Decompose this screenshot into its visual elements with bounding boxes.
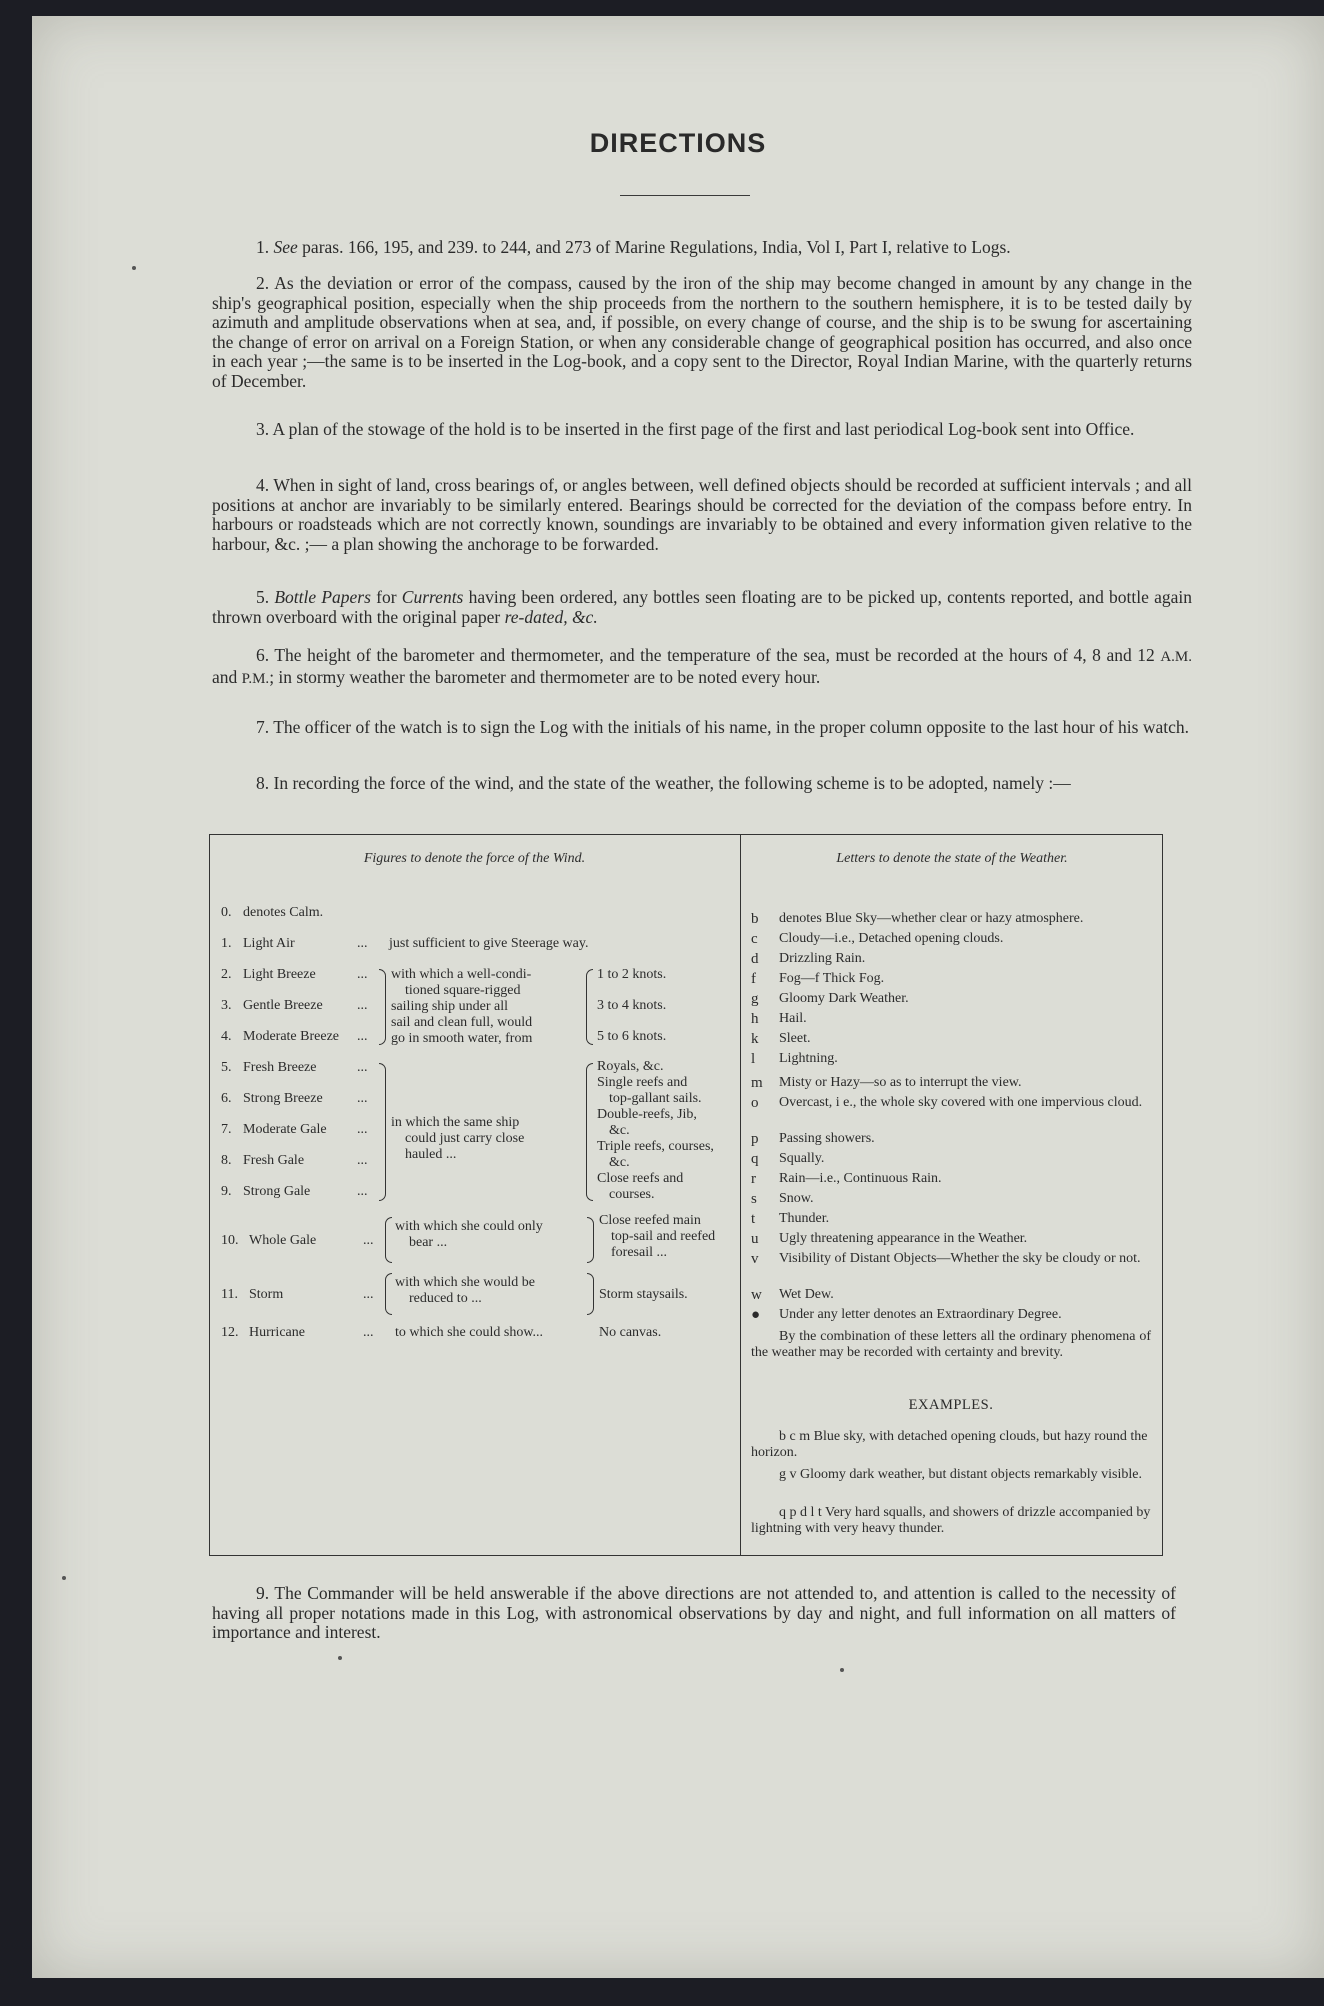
paper-speck <box>132 266 136 270</box>
sail-line: &c. <box>609 1123 630 1138</box>
weather-letter: h <box>751 1011 759 1027</box>
weather-desc: Drizzling Rain. <box>779 951 866 966</box>
wind-name: Hurricane <box>249 1325 305 1340</box>
paragraph-text-b: ; in stormy weather the barometer and thermometer are to be noted every hour. <box>269 666 821 687</box>
paragraph-number: 9. <box>256 1583 270 1603</box>
group2-sails <box>597 1059 739 1203</box>
paragraph-text: having been ordered, any bottles seen floating are to be picked up, contents reported, and bottle again thrown overboard with the original paper <box>212 587 1193 627</box>
table-left-border <box>209 835 210 1555</box>
weather-letter: b <box>751 911 759 927</box>
storm-line: with which she would be <box>395 1275 535 1290</box>
sail-line: courses. <box>609 1187 655 1202</box>
wind-number: 3. <box>221 998 232 1013</box>
paragraph-number: 1. <box>256 237 270 257</box>
weather-desc: Lightning. <box>779 1051 838 1066</box>
wind-column-heading: Figures to denote the force of the Wind. <box>363 851 586 866</box>
paragraph-6 <box>212 646 1192 689</box>
weather-desc: Visibility of Distant Objects—Whether the sky be cloudy or not. <box>779 1251 1141 1266</box>
wind-leader-dots: ... <box>357 1091 368 1106</box>
wind-name: Moderate Gale <box>243 1122 327 1137</box>
paragraph-text: As the deviation or error of the compass, caused by the iron of the ship may become changed in amount by any change in the ship's geographical position, especially when the ship proceeds from the northern to the southern hemisphere, it is to be tested daily by azimuth and amplitude observations when at sea, and, if possible, on every change of course, and the ship is to be swung for ascertaining the change of error on arrival on a Foreign Station, or when any considerable change of geographical position has occurred, and also once in each year ;—the same is to be inserted in the Log-book, and a copy sent to the Director, Royal Indian Marine, with the quarterly returns of December. <box>212 273 1192 391</box>
and-word: and <box>212 666 238 687</box>
weather-desc: Gloomy Dark Weather. <box>779 991 909 1006</box>
group1-line: go in smooth water, from <box>391 1031 533 1046</box>
left-brace <box>385 1217 392 1263</box>
hurricane-description: to which she could show... <box>395 1325 544 1340</box>
storm-sails: Storm staysails. <box>599 1287 688 1302</box>
wind-number: 8. <box>221 1153 232 1168</box>
sail-line: Close reefs and <box>597 1171 684 1186</box>
whole-gale-sail-line: foresail ... <box>611 1245 667 1260</box>
whole-gale-sail-line: top-sail and reefed <box>611 1229 716 1244</box>
wind-number: 1. <box>221 936 232 951</box>
weather-desc: Snow. <box>779 1191 814 1206</box>
wind-leader-dots: ... <box>363 1325 374 1340</box>
wind-number: 11. <box>221 1287 238 1302</box>
wind-name: denotes Calm. <box>243 905 324 920</box>
right-brace <box>379 1063 386 1201</box>
wind-leader-dots: ... <box>357 998 368 1013</box>
paragraph-number: 5. <box>256 587 270 607</box>
right-brace <box>379 969 386 1045</box>
weather-desc: Cloudy—i.e., Detached opening clouds. <box>779 931 1004 946</box>
left-brace <box>586 1063 593 1201</box>
group1-line: sailing ship under all <box>391 999 509 1014</box>
paragraph-5 <box>212 588 1192 627</box>
sail-line: Single reefs and <box>597 1075 688 1090</box>
sail-line: &c. <box>609 1155 630 1170</box>
weather-desc: Fog—f Thick Fog. <box>779 971 885 986</box>
currents-italic: Currents <box>401 587 464 607</box>
weather-letter: o <box>751 1095 759 1111</box>
paper-speck <box>338 1656 342 1660</box>
wind-leader-dots: ... <box>357 1060 368 1075</box>
group2-line: in which the same ship <box>391 1115 520 1130</box>
right-brace <box>587 1217 594 1263</box>
wind-name: Strong Gale <box>243 1184 311 1199</box>
example-1: b c m Blue sky, with detached opening clouds, but hazy round the horizon. <box>751 1429 1148 1460</box>
wind-name: Light Air <box>243 936 295 951</box>
weather-letter: g <box>751 991 759 1007</box>
wind-number: 6. <box>221 1091 232 1106</box>
sail-line: Double-reefs, Jib, <box>597 1107 697 1122</box>
paragraph-text: In recording the force of the wind, and the state of the weather, the following scheme is to be adopted, namely :— <box>273 773 1071 793</box>
weather-letter: k <box>751 1031 759 1047</box>
weather-desc: Hail. <box>779 1011 807 1026</box>
weather-desc: Ugly threatening appearance in the Weather. <box>779 1231 1028 1246</box>
group1-line: with which a well-condi- <box>391 967 532 982</box>
weather-desc: Misty or Hazy—so as to interrupt the view. <box>779 1075 1022 1090</box>
group2-line: could just carry close <box>405 1131 525 1146</box>
paragraph-number: 6. <box>256 645 270 665</box>
wind-number: 9. <box>221 1184 232 1199</box>
wind-name: Fresh Gale <box>243 1153 305 1168</box>
paragraph-number: 3. <box>256 419 270 439</box>
weather-note: By the combination of these letters all the ordinary phenomena of the weather may be recorded with certainty and brevity. <box>751 1329 1151 1360</box>
paragraph-8 <box>212 774 1192 794</box>
paragraph-number: 4. <box>256 475 270 495</box>
left-brace <box>385 1273 392 1315</box>
paragraph-number: 7. <box>256 717 270 737</box>
wind-speed-5-6: 5 to 6 knots. <box>597 1029 667 1044</box>
sail-line: Royals, &c. <box>597 1059 664 1074</box>
wind-name: Whole Gale <box>249 1233 317 1248</box>
wind-weather-scheme-table <box>209 834 1163 1556</box>
whole-gale-line: bear ... <box>409 1235 448 1250</box>
paragraph-number: 2. <box>256 273 270 293</box>
weather-desc: Under any letter denotes an Extraordinary Degree. <box>779 1307 1062 1322</box>
sail-line: top-gallant sails. <box>609 1091 702 1106</box>
group1-description <box>391 967 581 1047</box>
wind-description: just sufficient to give Steerage way. <box>389 936 589 951</box>
weather-legend <box>741 835 1161 1555</box>
paragraph-number: 8. <box>256 773 270 793</box>
paragraph-text: The officer of the watch is to sign the Log with the initials of his name, in the proper column opposite to the last hour of his watch. <box>273 717 1189 737</box>
wind-leader-dots: ... <box>357 1184 368 1199</box>
whole-gale-sail-line: Close reefed main <box>599 1213 701 1228</box>
am-label: A.M. <box>1160 649 1192 665</box>
wind-leader-dots: ... <box>363 1233 374 1248</box>
wind-leader-dots: ... <box>357 1153 368 1168</box>
paragraph-4 <box>212 476 1192 554</box>
bottle-papers-italic: Bottle Papers <box>274 587 371 607</box>
left-brace <box>586 969 593 1045</box>
title-rule <box>620 195 750 196</box>
hurricane-sails: No canvas. <box>599 1325 662 1340</box>
weather-letter: p <box>751 1131 759 1147</box>
paragraph-text: paras. 166, 195, and 239. to 244, and 273 of Marine Regulations, India, Vol I, Part I, relative to Logs. <box>302 237 1011 257</box>
weather-desc: denotes Blue Sky—whether clear or hazy atmosphere. <box>779 911 1084 926</box>
weather-desc: Overcast, i e., the whole sky covered with one impervious cloud. <box>779 1095 1143 1110</box>
weather-desc: Rain—i.e., Continuous Rain. <box>779 1171 942 1186</box>
weather-letter: f <box>751 971 756 987</box>
weather-letter: s <box>751 1191 757 1207</box>
weather-letter: l <box>751 1051 756 1067</box>
examples-heading: EXAMPLES. <box>908 1397 994 1413</box>
pm-label: P.M. <box>241 670 270 687</box>
paper-speck <box>840 1668 844 1672</box>
wind-name: Strong Breeze <box>243 1091 323 1106</box>
paragraph-text: The height of the barometer and thermometer, and the temperature of the sea, must be recorded at the hours of 4, 8 and 12 <box>274 645 1155 665</box>
wind-leader-dots: ... <box>357 1029 368 1044</box>
weather-letter: v <box>751 1251 759 1267</box>
weather-column-heading: Letters to denote the state of the Weather. <box>836 851 1068 866</box>
wind-number: 12. <box>221 1325 239 1340</box>
wind-number: 2. <box>221 967 232 982</box>
page-title: DIRECTIONS <box>589 128 767 158</box>
weather-desc: Wet Dew. <box>779 1287 834 1302</box>
group1-line: tioned square-rigged <box>405 983 521 998</box>
group2-line: hauled ... <box>405 1147 457 1162</box>
wind-number: 7. <box>221 1122 232 1137</box>
weather-desc: Squally. <box>779 1151 825 1166</box>
paragraph-text: When in sight of land, cross bearings of, or angles between, well defined objects should be recorded at sufficient intervals ; and all positions at anchor are invariably to be similarly entered. Bearings should be corrected for the deviation of the compass before entry. In harbours or roadsteads which are not correctly known, soundings are invariably to be obtained and every information given relative to the harbour, &c. ;— a plan showing the anchorage to be forwarded. <box>212 475 1192 554</box>
weather-desc: Sleet. <box>779 1031 811 1046</box>
example-3: q p d l t Very hard squalls, and showers of drizzle accompanied by lightning with very heavy thunder. <box>751 1505 1151 1536</box>
weather-desc: Thunder. <box>779 1211 830 1226</box>
wind-speed-1-2: 1 to 2 knots. <box>597 967 667 982</box>
wind-number: 4. <box>221 1029 232 1044</box>
weather-letter: t <box>751 1211 756 1227</box>
whole-gale-description <box>395 1219 585 1251</box>
paragraph-2 <box>212 274 1192 391</box>
weather-letter: q <box>751 1151 759 1167</box>
paragraph-text: The Commander will be held answerable if the above directions are not attended to, and attention is called to the necessity of having all proper notations made in this Log, with astronomical observations by day and night, and full information on all matters of importance and interest. <box>212 1583 1176 1642</box>
storm-description <box>395 1275 585 1307</box>
wind-name: Moderate Breeze <box>243 1029 339 1044</box>
for-word: for <box>376 587 397 607</box>
weather-desc: Passing showers. <box>779 1131 875 1146</box>
paragraph-7 <box>212 718 1192 738</box>
sail-line: Triple reefs, courses, <box>597 1139 714 1154</box>
table-right-border <box>1162 835 1163 1555</box>
wind-leader-dots: ... <box>357 1122 368 1137</box>
weather-letter: r <box>751 1171 756 1187</box>
right-brace <box>587 1273 594 1315</box>
wind-name: Light Breeze <box>243 967 316 982</box>
wind-leader-dots: ... <box>357 967 368 982</box>
wind-number: 5. <box>221 1060 232 1075</box>
weather-letter: w <box>751 1287 762 1303</box>
paragraph-9 <box>212 1584 1176 1643</box>
whole-gale-sails <box>599 1213 739 1261</box>
extraordinary-degree-dot-icon: ● <box>751 1307 761 1323</box>
group2-description <box>391 1115 581 1163</box>
wind-leader-dots: ... <box>357 936 368 951</box>
paragraph-text: A plan of the stowage of the hold is to be inserted in the first page of the first and last periodical Log-book sent into Office. <box>272 419 1135 439</box>
paper-speck <box>62 1576 66 1580</box>
weather-letter: d <box>751 951 759 967</box>
document-page <box>32 16 1324 1978</box>
wind-name: Storm <box>249 1287 284 1302</box>
wind-number: 0. <box>221 905 232 920</box>
storm-line: reduced to ... <box>409 1291 482 1306</box>
weather-letter: c <box>751 931 758 947</box>
wind-number: 10. <box>221 1233 239 1248</box>
weather-letter: u <box>751 1231 759 1247</box>
see-italic: See <box>273 237 298 257</box>
wind-name: Gentle Breeze <box>243 998 323 1013</box>
wind-leader-dots: ... <box>363 1287 374 1302</box>
paragraph-3 <box>212 420 1192 440</box>
wind-name: Fresh Breeze <box>243 1060 317 1075</box>
wind-speed-3-4: 3 to 4 knots. <box>597 998 667 1013</box>
example-2: g v Gloomy dark weather, but distant objects remarkably visible. <box>779 1467 1142 1482</box>
redated-italic: re-dated, &c. <box>504 606 598 627</box>
weather-letter: m <box>751 1075 763 1091</box>
whole-gale-line: with which she could only <box>395 1219 543 1234</box>
group1-line: sail and clean full, would <box>391 1015 533 1030</box>
paragraph-1 <box>212 238 1192 258</box>
